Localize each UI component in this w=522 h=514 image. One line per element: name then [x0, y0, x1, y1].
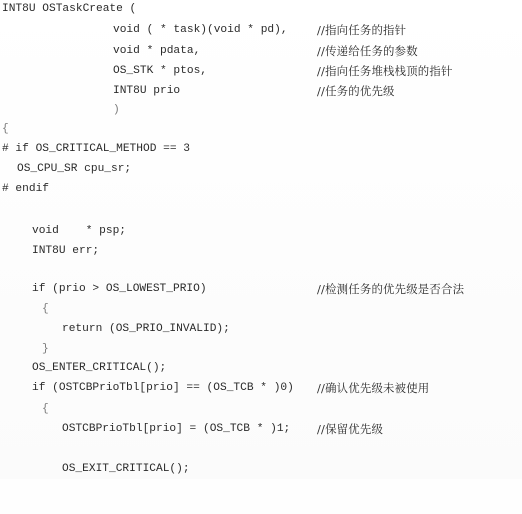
code-text: { — [42, 303, 49, 315]
code-text: OS_STK * ptos, — [113, 65, 207, 77]
code-line — [0, 359, 522, 377]
code-line — [0, 460, 522, 478]
code-comment: //指向任务的指针 — [317, 23, 407, 37]
code-text: void * pdata, — [113, 45, 201, 57]
code-text: { — [2, 123, 9, 135]
code-text: { — [42, 403, 49, 415]
code-line — [0, 280, 522, 298]
code-text: if (prio > OS_LOWEST_PRIO) — [32, 283, 207, 295]
code-text: INT8U OSTaskCreate ( — [2, 3, 137, 15]
code-line — [0, 340, 522, 358]
code-text: ) — [113, 104, 120, 116]
code-line — [0, 140, 522, 158]
code-line — [0, 0, 522, 18]
code-comment: //确认优先级未被使用 — [317, 381, 430, 395]
code-text: # if OS_CRITICAL_METHOD == 3 — [2, 143, 190, 155]
code-comment: //保留优先级 — [317, 422, 384, 436]
code-text: } — [42, 343, 49, 355]
code-line — [0, 222, 522, 240]
code-line — [0, 400, 522, 418]
code-text: INT8U prio — [113, 85, 181, 97]
code-comment: //指向任务堆栈栈顶的指针 — [317, 64, 453, 78]
code-line — [0, 42, 522, 60]
code-line — [0, 21, 522, 39]
code-line — [0, 82, 522, 100]
code-line — [0, 300, 522, 318]
code-line — [0, 101, 522, 119]
code-line — [0, 160, 522, 178]
code-line — [0, 120, 522, 138]
code-text: void * psp; — [32, 225, 126, 237]
code-text: OS_ENTER_CRITICAL(); — [32, 362, 167, 374]
code-text: OS_EXIT_CRITICAL(); — [62, 463, 190, 475]
code-text: # endif — [2, 183, 49, 195]
code-text: if (OSTCBPrioTbl[prio] == (OS_TCB * )0) — [32, 382, 294, 394]
code-text: return (OS_PRIO_INVALID); — [62, 323, 230, 335]
code-comment: //传递给任务的参数 — [317, 44, 418, 58]
code-text: OSTCBPrioTbl[prio] = (OS_TCB * )1; — [62, 423, 291, 435]
code-line — [0, 379, 522, 397]
code-line — [0, 180, 522, 198]
code-line — [0, 420, 522, 438]
code-comment: //检测任务的优先级是否合法 — [317, 282, 465, 296]
code-text: OS_CPU_SR cpu_sr; — [17, 163, 132, 175]
code-line — [0, 242, 522, 260]
code-line — [0, 62, 522, 80]
code-text: void ( * task)(void * pd), — [113, 24, 288, 36]
code-line — [0, 320, 522, 338]
code-text: INT8U err; — [32, 245, 100, 257]
code-comment: //任务的优先级 — [317, 84, 395, 98]
